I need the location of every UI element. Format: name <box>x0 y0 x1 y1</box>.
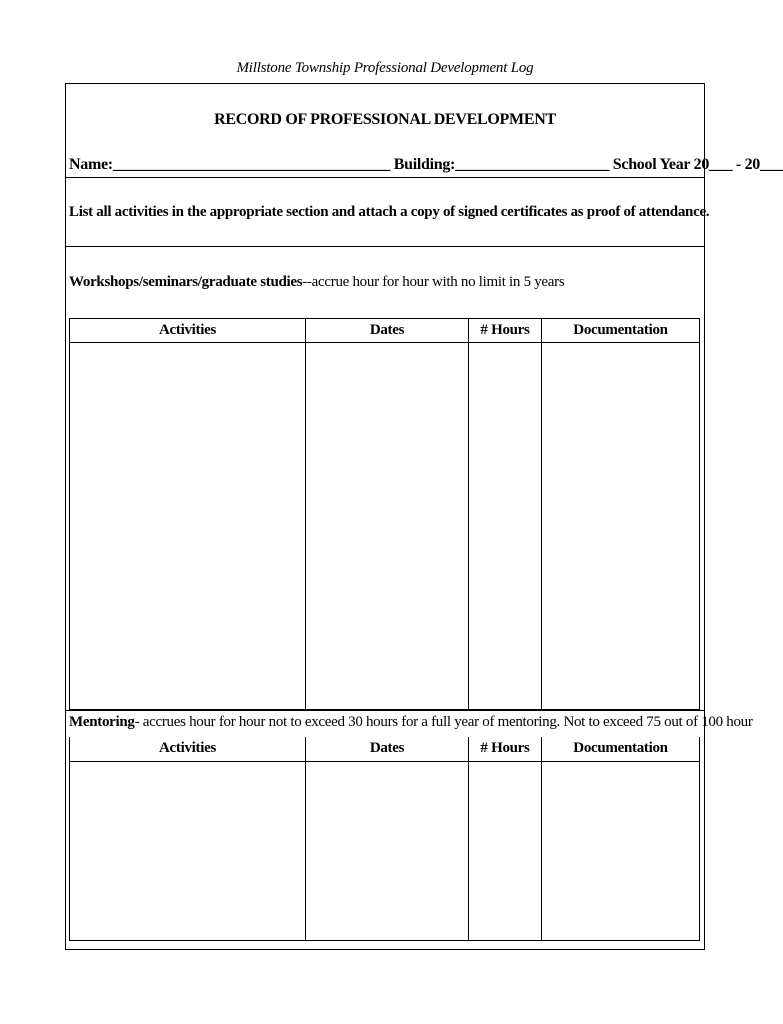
hours-cell[interactable] <box>469 761 542 940</box>
section-rule: --accrue hour for hour with no limit in 5 years <box>302 274 565 290</box>
hours-cell[interactable] <box>469 343 542 710</box>
name-field[interactable]: ____________________________________ <box>112 156 391 173</box>
column-header-dates: Dates <box>306 319 469 343</box>
school-year-label: School Year 20 <box>612 156 710 173</box>
dates-cell[interactable] <box>306 343 469 710</box>
school-year-dash: - 20 <box>732 156 760 173</box>
section-rule: - accrues hour for hour not to exceed 30 hours for a full year of mentoring. Not to exceed 75 out of 100 hour <box>134 714 753 730</box>
form-title: RECORD OF PROFESSIONAL DEVELOPMENT <box>214 111 556 128</box>
documentation-cell[interactable] <box>542 343 700 710</box>
column-header-activities: Activities <box>70 737 306 761</box>
column-header-dates: Dates <box>306 737 469 761</box>
section-mentoring-heading <box>69 714 753 731</box>
name-label: Name: <box>69 156 113 173</box>
documentation-cell[interactable] <box>542 761 700 940</box>
mentoring-table <box>69 737 700 941</box>
divider <box>65 177 705 178</box>
divider <box>65 246 705 247</box>
activities-cell[interactable] <box>70 343 306 710</box>
name-building-year-line <box>69 156 783 174</box>
column-header-hours: # Hours <box>469 319 542 343</box>
section-title: Workshops/seminars/graduate studies <box>69 274 303 290</box>
running-header: Millstone Township Professional Development Log <box>236 60 534 76</box>
school-year-start-field[interactable]: ___ <box>709 156 733 173</box>
school-year-end-field[interactable]: ___ <box>760 156 783 173</box>
section-title: Mentoring <box>69 714 135 730</box>
column-header-activities: Activities <box>70 319 306 343</box>
section-workshops-heading <box>69 274 564 291</box>
column-header-documentation: Documentation <box>542 319 700 343</box>
column-header-hours: # Hours <box>469 737 542 761</box>
divider <box>65 710 705 711</box>
workshops-table <box>69 318 700 710</box>
building-label: Building: <box>393 156 456 173</box>
dates-cell[interactable] <box>306 761 469 940</box>
column-header-documentation: Documentation <box>542 737 700 761</box>
building-field[interactable]: ____________________ <box>455 156 610 173</box>
activities-cell[interactable] <box>70 761 306 940</box>
instructions: List all activities in the appropriate section and attach a copy of signed certificates as proof of attendance. <box>69 204 710 220</box>
